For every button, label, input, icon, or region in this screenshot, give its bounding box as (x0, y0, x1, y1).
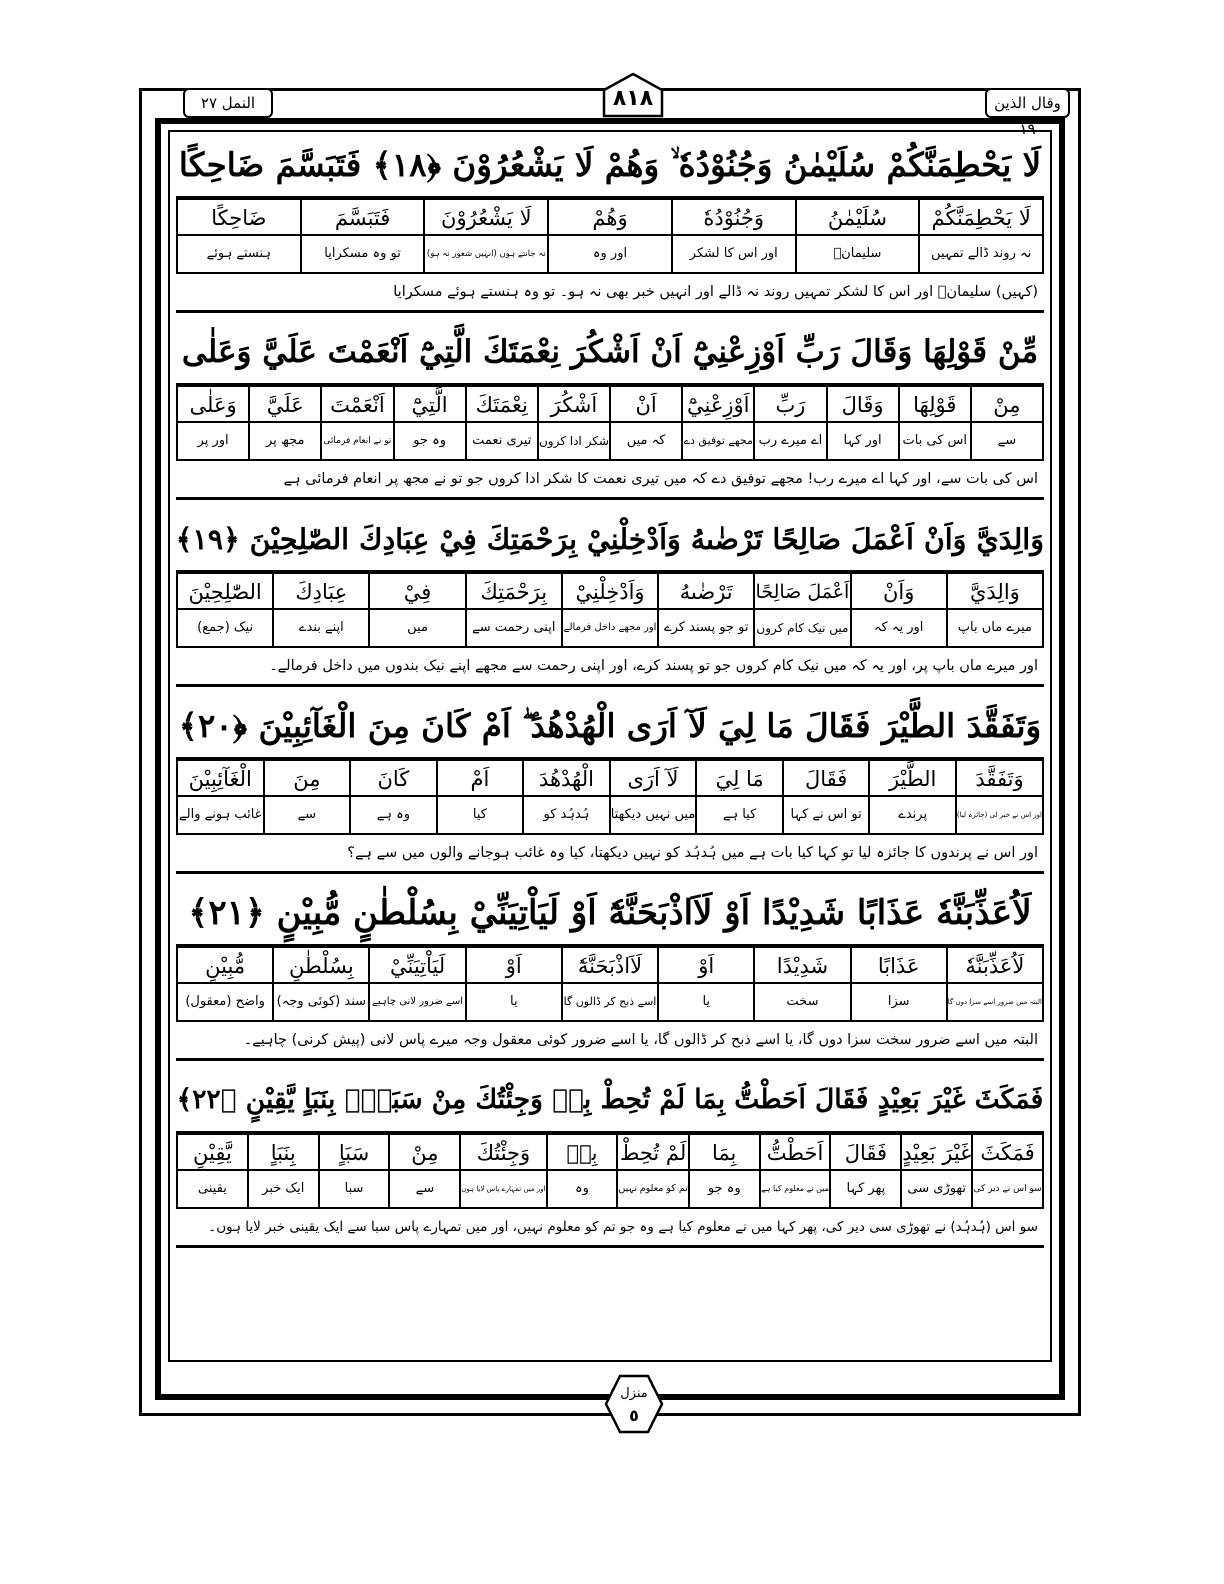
word-meaning: اے میرے رب (755, 423, 827, 461)
word-arabic: بِهٖ (548, 1133, 619, 1171)
word-arabic: وَاَدْخِلْنِيْ (563, 572, 659, 610)
word-meaning: وہ (548, 1171, 619, 1209)
word-arabic: وَالِدَيَّ (948, 572, 1044, 610)
word-arabic: الْهُدْهُدَ (524, 759, 611, 797)
word-meaning: اپنی رحمت سے (467, 610, 563, 648)
word-meaning: البتہ میں ضرور اسے سزا دوں گا (948, 984, 1044, 1022)
word-meaning: سے (265, 797, 352, 835)
word-meaning: تیری نعمت (467, 423, 539, 461)
word-meaning: شکر ادا کروں (539, 423, 611, 461)
word-meaning: میں نہیں دیکھتا (611, 797, 698, 835)
word-arabic: لَيَاْتِيَنِّيْ (370, 946, 466, 984)
word-arabic: اَنْعَمْتَ (322, 385, 394, 423)
verse-block (176, 882, 1044, 1061)
word-arabic: بِنَبَاٍ (249, 1133, 320, 1171)
word-meaning: کیا ہے (697, 797, 784, 835)
word-meaning: نیک (جمع) (178, 610, 274, 648)
word-arabic: لَمْ تُحِطْ (618, 1133, 689, 1171)
manzil-number: ٥ (629, 1406, 639, 1425)
word-arabic: اَحَطْتُّ (761, 1133, 832, 1171)
word-arabic: وَعَلٰى (178, 385, 250, 423)
word-meaning: سخت (755, 984, 851, 1022)
verse-block (176, 134, 1044, 313)
word-grid (176, 385, 1044, 461)
word-meaning: تو نے انعام فرمائی (322, 423, 394, 461)
word-meaning: ایک خبر (249, 1171, 320, 1209)
word-arabic: الْغَآئِبِيْنَ (178, 759, 265, 797)
word-grid (176, 198, 1044, 274)
word-arabic: اَوْزِعْنِيْٓ (683, 385, 755, 423)
word-meaning: وہ جو (395, 423, 467, 461)
verse-translation: (کہیں) سلیمانؑ اور اس کا لشکر تمہیں روند نہ ڈالے اور انہیں خبر بھی نہ ہو۔ تو وہ ہنستے ہوئے مسکرایا (176, 274, 1044, 313)
word-arabic: مُّبِيْنٍ (178, 946, 274, 984)
word-arabic: شَدِيْدًا (755, 946, 851, 984)
word-meaning: وہ جو (690, 1171, 761, 1209)
word-arabic: وَقَالَ (828, 385, 900, 423)
word-meaning: سزا (852, 984, 948, 1022)
word-meaning: یقینی (178, 1171, 249, 1209)
word-arabic: مِنْ (972, 385, 1044, 423)
word-arabic: لَا يَحْطِمَنَّكُمْ (920, 198, 1044, 236)
word-meaning: پھر کہا (831, 1171, 902, 1209)
word-meaning: اور مجھے داخل فرمالے (563, 610, 659, 648)
word-arabic: اَمْ (438, 759, 525, 797)
word-arabic: تَرْضٰىهُ (659, 572, 755, 610)
page-number: ٨١٨ (612, 86, 654, 111)
verse-block (176, 508, 1044, 687)
word-meaning: کیا (438, 797, 525, 835)
verse-block (176, 1069, 1044, 1248)
word-grid (176, 1133, 1044, 1209)
word-meaning: تو جو پسند کرے (659, 610, 755, 648)
word-meaning: اور کہا (828, 423, 900, 461)
word-arabic: مِنَ (265, 759, 352, 797)
word-arabic: ضَاحِكًا (178, 198, 302, 236)
word-arabic: عَلَيَّ (250, 385, 322, 423)
word-meaning: پرندے (870, 797, 957, 835)
word-meaning: اپنے بندے (274, 610, 370, 648)
page-number-badge (592, 72, 674, 118)
word-meaning: سو اس نے دیر کی (973, 1171, 1044, 1209)
word-meaning: سلیمانؑ (797, 236, 921, 274)
manzil-label: منزل (620, 1386, 648, 1401)
word-meaning: اسے ذبح کر ڈالوں گا (563, 984, 659, 1022)
verse-list (176, 134, 1044, 1256)
verse-block (176, 695, 1044, 874)
word-meaning: اسے ضرور لانی چاہیے (370, 984, 466, 1022)
juz-label: وقال الذين ١٩ (985, 88, 1070, 118)
word-arabic: عِبَادِكَ (274, 572, 370, 610)
word-meaning: اور پر (178, 423, 250, 461)
word-meaning: سند (کوئی وجہ) (274, 984, 370, 1022)
verse-translation: سو اس (ہُدہُد) نے تھوڑی سی دیر کی، پھر کہا میں نے معلوم کیا ہے وہ جو تم کو معلوم نہیں، اور میں تمہارے پاس سبا سے ایک یقینی خبر لایا ہوں۔ (176, 1209, 1044, 1248)
word-meaning: اور یہ کہ (852, 610, 948, 648)
word-meaning: مجھے توفیق دے (683, 423, 755, 461)
word-meaning: میں (370, 610, 466, 648)
word-arabic: لَاُعَذِّبَنَّهٗ (948, 946, 1044, 984)
word-meaning: سبا (320, 1171, 391, 1209)
word-grid (176, 759, 1044, 835)
word-arabic: الطَّيْرَ (870, 759, 957, 797)
word-arabic: سُلَيْمٰنُ (797, 198, 921, 236)
word-meaning: نہ جانتے ہوں (انہیں شعور نہ ہو) (425, 236, 549, 274)
word-meaning: نہ روند ڈالے تمہیں (920, 236, 1044, 274)
word-arabic: عَذَابًا (852, 946, 948, 984)
word-meaning: میرے ماں باپ (948, 610, 1044, 648)
word-arabic: قَوْلِهَا (900, 385, 972, 423)
word-arabic: وَجِئْتُكَ (461, 1133, 547, 1171)
word-arabic: مَا لِيَ (697, 759, 784, 797)
arabic-verse: مِّنْ قَوْلِهَا وَقَالَ رَبِّ اَوْزِعْنِيْٓ اَنْ اَشْكُرَ نِعْمَتَكَ الَّتِيْٓ اَنْعَمْتَ عَلَيَّ وَعَلٰى (176, 321, 1044, 385)
word-arabic: بِسُلْطٰنٍ (274, 946, 370, 984)
word-arabic: رَبِّ (755, 385, 827, 423)
word-meaning: سے (390, 1171, 461, 1209)
word-meaning: وہ ہے (351, 797, 438, 835)
word-arabic: كَانَ (351, 759, 438, 797)
word-meaning: ہُدہُد کو (524, 797, 611, 835)
word-meaning: میں نیک کام کروں (755, 610, 851, 648)
word-meaning: غائب ہونے والے (178, 797, 265, 835)
word-arabic: فَقَالَ (831, 1133, 902, 1171)
word-arabic: يَّقِيْنٍ (178, 1133, 249, 1171)
word-meaning: اور میں تمہارے پاس لایا ہوں (461, 1171, 547, 1209)
word-meaning: اور وہ (549, 236, 673, 274)
arabic-verse: لَاُعَذِّبَنَّهٗ عَذَابًا شَدِيْدًا اَوْ لَاَاذْبَحَنَّهٗٓ اَوْ لَيَاْتِيَنِّيْ بِسُلْطٰنٍ مُّبِيْنٍ ﴿٢١﴾ (176, 882, 1044, 946)
word-meaning: ہنستے ہوئے (178, 236, 302, 274)
word-meaning: اور اس نے خبر لی (جائزہ لیا) (957, 797, 1044, 835)
word-meaning: یا (467, 984, 563, 1022)
word-meaning: اس کی بات (900, 423, 972, 461)
word-arabic: وَتَفَقَّدَ (957, 759, 1044, 797)
word-meaning: میں نے معلوم کیا ہے (761, 1171, 832, 1209)
word-meaning: اور اس کا لشکر (673, 236, 797, 274)
verse-translation: اور میرے ماں باپ پر، اور یہ کہ میں نیک کام کروں جو تو پسند کرے، اور اپنی رحمت سے مجھے اپنے نیک بندوں میں داخل فرمالے۔ (176, 648, 1044, 687)
word-meaning: یا (659, 984, 755, 1022)
word-arabic: مِنْ (390, 1133, 461, 1171)
arabic-verse: وَتَفَقَّدَ الطَّيْرَ فَقَالَ مَا لِيَ لَآ اَرَى الْهُدْهُدَ ۖ اَمْ كَانَ مِنَ الْغَآئِبِيْنَ ﴿٢٠﴾ (176, 695, 1044, 759)
word-arabic: نِعْمَتَكَ (467, 385, 539, 423)
word-arabic: لَاَاذْبَحَنَّهٗٓ (563, 946, 659, 984)
word-meaning: واضح (معقول) (178, 984, 274, 1022)
verse-translation: البتہ میں اسے ضرور سخت سزا دوں گا، یا اسے ذبح کر ڈالوں گا، یا اسے ضرور کوئی معقول وجہ میرے پاس لانی (پیش کرنی) چاہیے۔ (176, 1022, 1044, 1061)
word-arabic: لَآ اَرَى (611, 759, 698, 797)
word-arabic: وَهُمْ (549, 198, 673, 236)
word-meaning: تم کو معلوم نہیں (618, 1171, 689, 1209)
word-arabic: وَجُنُوْدُهٗ (673, 198, 797, 236)
arabic-verse: وَالِدَيَّ وَاَنْ اَعْمَلَ صَالِحًا تَرْضٰىهُ وَاَدْخِلْنِيْ بِرَحْمَتِكَ فِيْ عِبَادِكَ الصّٰلِحِيْنَ ﴿١٩﴾ (176, 508, 1044, 572)
surah-label: النمل ٢٧ (183, 88, 273, 118)
arabic-verse: لَا يَحْطِمَنَّكُمْ سُلَيْمٰنُ وَجُنُوْدُهٗ ۙ وَهُمْ لَا يَشْعُرُوْنَ ﴿١٨﴾ فَتَبَسَّمَ ضَاحِكًا (176, 134, 1044, 198)
word-grid (176, 572, 1044, 648)
word-arabic: فَمَكَثَ (973, 1133, 1044, 1171)
word-arabic: فَتَبَسَّمَ (302, 198, 426, 236)
word-arabic: اَوْ (659, 946, 755, 984)
verse-translation: اور اس نے پرندوں کا جائزہ لیا تو کہا کیا بات ہے میں ہُدہُد کو نہیں دیکھتا، کیا وہ غائب ہوجانے والوں میں سے ہے؟ (176, 835, 1044, 874)
word-arabic: اَشْكُرَ (539, 385, 611, 423)
word-arabic: سَبَاٍ (320, 1133, 391, 1171)
word-arabic: اَنْ (611, 385, 683, 423)
word-arabic: فَقَالَ (784, 759, 871, 797)
word-arabic: بِرَحْمَتِكَ (467, 572, 563, 610)
word-meaning: تھوڑی سی (902, 1171, 973, 1209)
word-arabic: فِيْ (370, 572, 466, 610)
word-arabic: اَعْمَلَ صَالِحًا (755, 572, 851, 610)
word-meaning: کہ میں (611, 423, 683, 461)
word-arabic: وَاَنْ (852, 572, 948, 610)
word-arabic: الصّٰلِحِيْنَ (178, 572, 274, 610)
word-meaning: تو وہ مسکرایا (302, 236, 426, 274)
arabic-verse: فَمَكَثَ غَيْرَ بَعِيْدٍ فَقَالَ اَحَطْتُّ بِمَا لَمْ تُحِطْ بِهٖ وَجِئْتُكَ مِنْ سَبَاٍۭ بِنَبَاٍ يَّقِيْنٍ ﴿٢٢﴾ (176, 1069, 1044, 1133)
verse-translation: اس کی بات سے، اور کہا اے میرے رب! مجھے توفیق دے کہ میں تیری نعمت کا شکر ادا کروں جو تو نے مجھ پر انعام فرمائی ہے (176, 461, 1044, 500)
word-arabic: اَوْ (467, 946, 563, 984)
word-arabic: بِمَا (690, 1133, 761, 1171)
word-arabic: لَا يَشْعُرُوْنَ (425, 198, 549, 236)
word-meaning: سے (972, 423, 1044, 461)
manzil-badge (602, 1372, 666, 1436)
word-meaning: مجھ پر (250, 423, 322, 461)
word-grid (176, 946, 1044, 1022)
word-arabic: غَيْرَ بَعِيْدٍ (902, 1133, 973, 1171)
word-meaning: تو اس نے کہا (784, 797, 871, 835)
word-arabic: الَّتِيْٓ (395, 385, 467, 423)
verse-block (176, 321, 1044, 500)
